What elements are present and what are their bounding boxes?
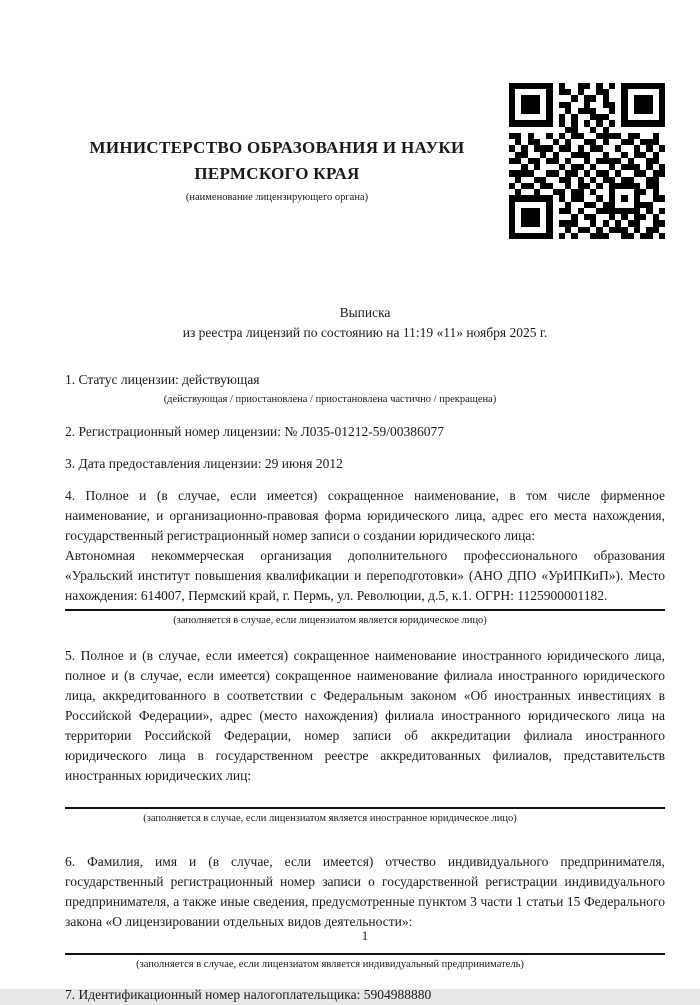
licensing-authority-block xyxy=(65,83,509,205)
clause-4-value: Автономная некоммерческая организация дополнительного профессионального образования «Уральский институт повышения квалификации и переподготовки» (АНО ДПО «УрИПКиП»). Место нахождения: 614007, Пермский край, г. Пермь, ул. Революции, д.5, к.1. ОГРН: 1125900001182. xyxy=(65,548,665,603)
document-header xyxy=(65,0,665,239)
qr-code xyxy=(509,83,665,239)
document-title xyxy=(65,303,665,343)
document-title-line2: из реестра лицензий по состоянию на 11:19 «11» ноября 2025 г. xyxy=(182,325,548,340)
clause-6-caption: (заполняется в случае, если лицензиатом является индивидуальный предприниматель) xyxy=(136,959,524,970)
clause-1-text: 1. Статус лицензии: действующая xyxy=(65,372,260,387)
clause-1-license-status xyxy=(65,370,665,408)
document-title-line1: Выписка xyxy=(339,305,391,320)
clause-6-individual-entrepreneur xyxy=(65,852,665,973)
clause-4-legal-entity xyxy=(65,486,665,629)
clause-3-license-date xyxy=(65,454,665,474)
clause-6-rule xyxy=(65,953,665,955)
licensing-authority-name xyxy=(65,135,489,187)
clause-1-caption: (действующая / приостановлена / приостановлена частично / прекращена) xyxy=(163,394,497,405)
clause-5-statement: 5. Полное и (в случае, если имеется) сокращенное наименование иностранного юридического лица, полное и (в случае, если имеется) сокращенное наименование филиала иностранного юридического лица, аккредитованного в соответствии с Федеральным законом «Об иностранных инвестициях в Российской Федерации», адрес (место нахождения) филиала иностранного юридического лица на территории Российской Федерации, номер записи об аккредитации филиала иностранного юридического лица в государственном реестре аккредитованных филиалов, представительств иностранных юридических лиц: xyxy=(65,648,665,783)
clause-2-text: 2. Регистрационный номер лицензии: № Л035-01212-59/00386077 xyxy=(65,424,445,439)
clause-6-statement: 6. Фамилия, имя и (в случае, если имеется) отчество индивидуального предпринимателя, государственный регистрационный номер записи о государственной регистрации индивидуального предпринимателя, а также иные сведения, предусмотренные пунктом 3 части 1 статьи 15 Федерального закона «О лицензировании отдельных видов деятельности»: xyxy=(65,854,665,929)
licensing-authority-name-line2: ПЕРМСКОГО КРАЯ xyxy=(194,164,360,183)
clause-4-caption: (заполняется в случае, если лицензиатом является юридическое лицо) xyxy=(173,615,487,626)
clause-2-registration-number xyxy=(65,422,665,442)
clause-5-caption: (заполняется в случае, если лицензиатом является иностранное юридическое лицо) xyxy=(143,813,517,824)
licensing-authority-caption: (наименование лицензирующего органа) xyxy=(185,192,369,203)
clause-4-statement: 4. Полное и (в случае, если имеется) сокращенное наименование, в том числе фирменное наименование, и организационно-правовая форма юридического лица, адрес его места нахождения, государственный регистрационный номер записи о создании юридического лица: xyxy=(65,488,665,543)
clause-5-foreign-entity xyxy=(65,646,665,827)
clause-4-rule xyxy=(65,609,665,611)
licensing-authority-name-line1: МИНИСТЕРСТВО ОБРАЗОВАНИЯ И НАУКИ xyxy=(89,138,465,157)
clause-7-taxpayer-number xyxy=(65,985,665,1005)
clause-3-text: 3. Дата предоставления лицензии: 29 июня 2012 xyxy=(65,456,343,471)
clause-7-text: 7. Идентификационный номер налогоплательщика: 5904988880 xyxy=(65,987,432,1002)
clause-5-rule xyxy=(65,807,665,809)
page-number: 1 xyxy=(361,928,369,943)
